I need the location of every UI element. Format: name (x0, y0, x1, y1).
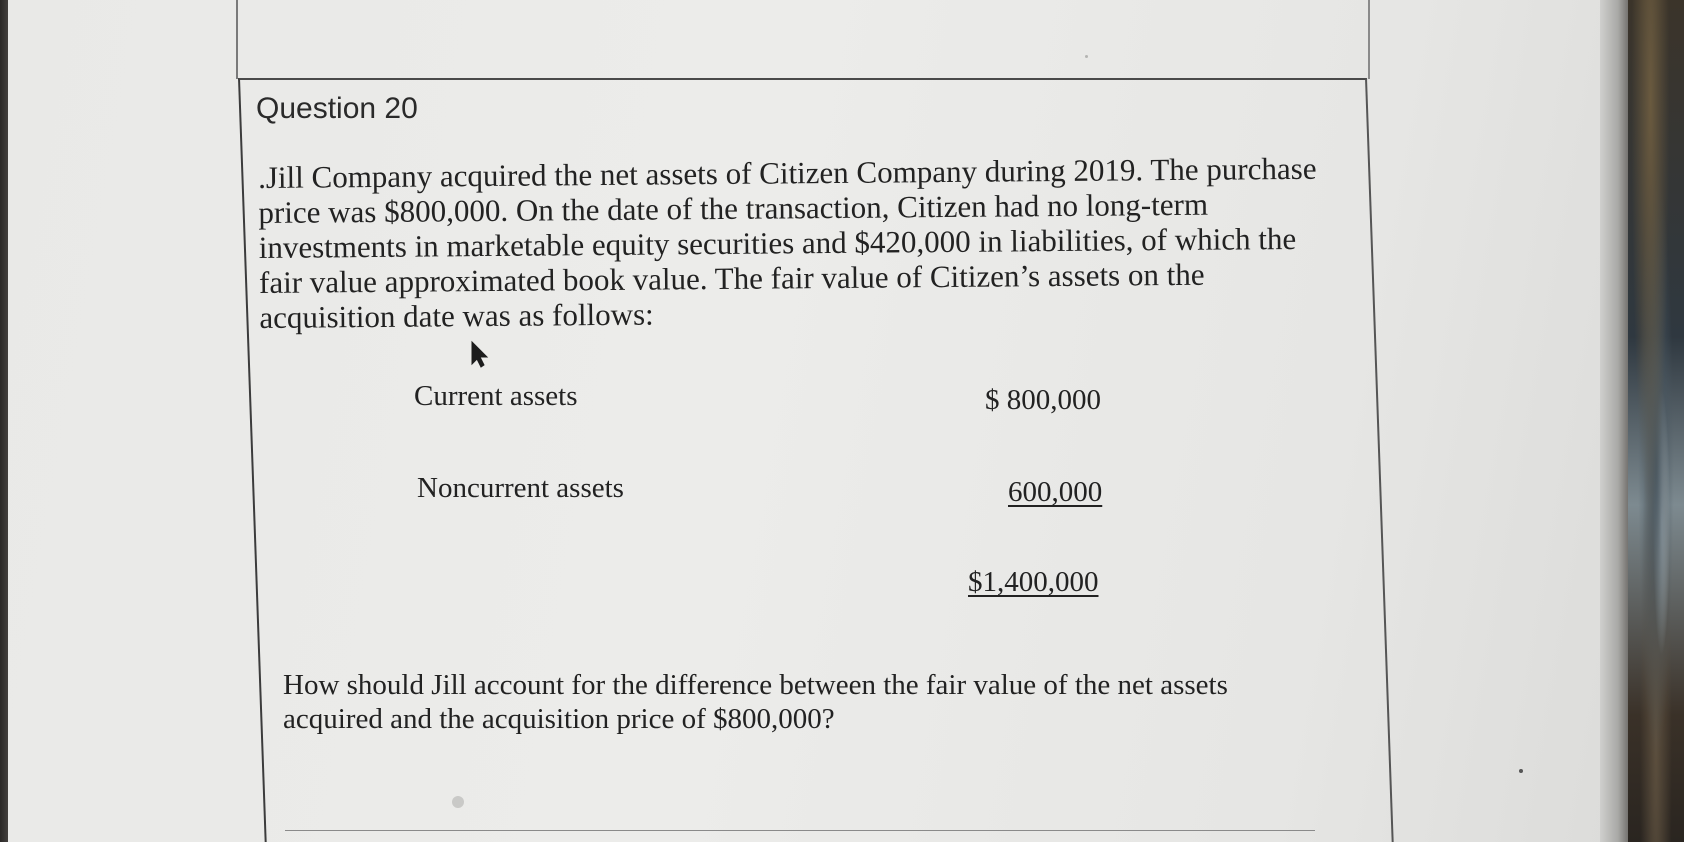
noncurrent-assets-label: Noncurrent assets (417, 472, 624, 504)
follow-up-line: How should Jill account for the difference between the fair value of the net assets (283, 669, 1228, 701)
noncurrent-assets-value: 600,000 (1008, 476, 1103, 508)
previous-question-box-border (1368, 0, 1370, 79)
question-text-line: .Jill Company acquired the net assets of Citizen Company during 2019. The purchase (258, 150, 1317, 195)
question-text (258, 150, 1359, 335)
follow-up-line: acquired and the acquisition price of $800,000? (283, 703, 835, 735)
question-text-line: fair value approximated book value. The fair value of Citizen’s assets on the (258, 256, 1205, 300)
question-text-line: acquisition date was as follows: (259, 296, 654, 335)
current-assets-label: Current assets (414, 380, 578, 412)
question-title: Question 20 (256, 92, 418, 125)
screen-smudge (1519, 769, 1523, 773)
current-assets-value: $ 800,000 (985, 384, 1101, 416)
background-scenery (1628, 0, 1684, 842)
screen-smudge (452, 796, 464, 808)
total-assets-value: $1,400,000 (968, 566, 1099, 598)
screen-smudge (1085, 55, 1088, 58)
follow-up-question (283, 668, 1333, 736)
question-box-divider (285, 830, 1315, 831)
question-text-line: investments in marketable equity securities and $420,000 in liabilities, of which the (258, 220, 1297, 265)
question-text-line: price was $800,000. On the date of the transaction, Citizen had no long-term (258, 186, 1209, 230)
previous-question-box-border (236, 0, 238, 79)
mouse-pointer-icon (466, 338, 492, 368)
monitor-edge (1600, 0, 1630, 842)
